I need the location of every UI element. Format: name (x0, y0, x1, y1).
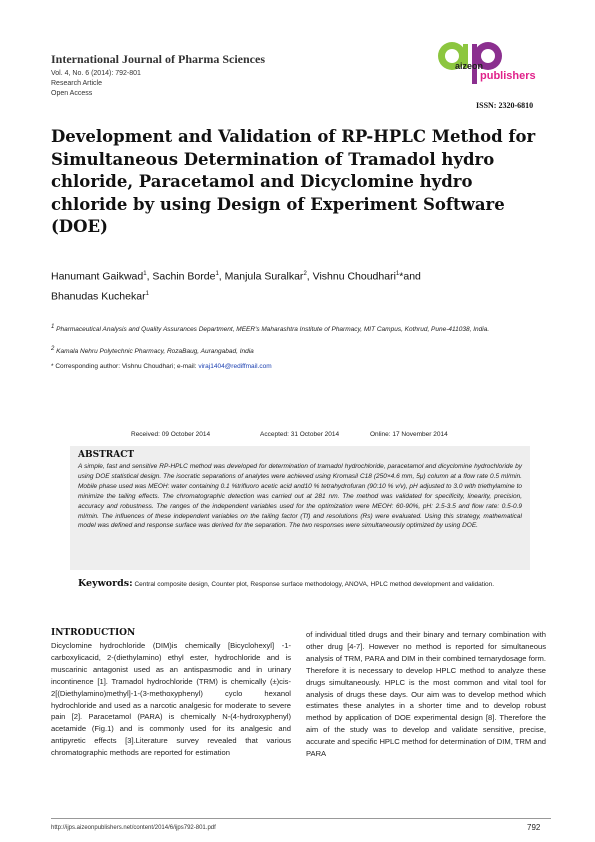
author-name: Vishnu Choudhari (312, 270, 396, 283)
affiliation-mark: 1 (51, 324, 55, 330)
author-affiliation-mark: 1 (395, 271, 400, 277)
affiliation-mark: 2 (51, 346, 55, 352)
author-list (51, 266, 551, 305)
author-name: Manjula Suralkar (224, 270, 304, 283)
affiliation (51, 322, 551, 335)
abstract-heading: ABSTRACT (78, 450, 135, 460)
volume-line: Vol. 4, No. 6 (2014): 792-801 (51, 70, 141, 77)
author-separator: , (218, 270, 225, 283)
author-affiliation-mark: 1 (145, 290, 149, 297)
author-affiliation-mark: 1 (143, 271, 147, 277)
corresponding-label: * Corresponding author: Vishnu Choudhari; e-mail: (51, 363, 199, 370)
author-affiliation-mark: 1 (215, 271, 219, 277)
paper-title: Development and Validation of RP-HPLC Method for Simultaneous Determination of Tramadol hydro chloride, Paracetamol and Dicyclomine hydro chloride by using Design of Experiment Software (DOE) (51, 127, 536, 236)
affiliation-text: Kamala Nehru Polytechnic Pharmacy, RozaBaug, Aurangabad, India (56, 348, 254, 356)
access-type: Open Access (51, 90, 93, 97)
affiliation (51, 344, 551, 357)
author-name: Sachin Borde (152, 270, 216, 283)
issn: ISSN: 2320-6810 (476, 101, 534, 110)
introduction-heading: INTRODUCTION (51, 628, 136, 638)
received-date: Received: 09 October 2014 (131, 431, 211, 438)
page-number: 792 (527, 823, 541, 832)
email-link[interactable]: viraj1404@rediffmail.com (198, 363, 272, 370)
author-separator: , (146, 270, 153, 283)
author-separator: *and (399, 270, 421, 283)
footer-divider (51, 818, 551, 819)
keywords-text: Central composite design, Counter plot, Response surface methodology, ANOVA, HPLC method development and validation. (132, 581, 495, 588)
abstract-body: A simple, fast and sensitive RP-HPLC method was developed for determination of tramadol hydrochloride, paracetamol and dicyclomine hydrochloride by using DOE statistical design. The isocratic separations of analytes were achieved using Kromasil C18 (250×4.6 mm, 5μ) column at a flow rate 0.5 ml/min. Mobile phase used was MEOH: water containing 0.1 %trifluoro acetic acid and10 % tetrahydrofuran (90:10 % v/v), pH adjusted to 3.0 with triethylamine to minimize the tailing effects. The chromatographic detection was carried out at 281 nm. The method was validated for specificity, linearity, precision, accuracy and robustness. The ranges of the independent variables used for the optimization were MEOH: 60-90%, pH: 2.5-3.5 and flow rate: 0.5-0.9 ml/min. The influences of these independent variables on the tailing factor (Tf) and resolutions (Rs) were evaluated. Using this strategy, mathematical model was defined and response surface was derived for the separation. The two responses were simultaneously optimized by using DOE. (78, 463, 522, 530)
publisher-logo (430, 38, 550, 94)
affiliation-text: Pharmaceutical Analysis and Quality Assurances Department, MEER's Maharashtra Institute of Pharmacy, MIT Campus, Kothrud, Pune-411038, India. (56, 326, 490, 334)
introduction-left-column: Dicyclomine hydrochloride (DIM)is chemically [Bicyclohexyl] -1-carboxylicacid, 2-(diethylamino) ethyl ester, hydrochloride and is muscarinic antagonist used as an antispasmodic and in urinary incontinence [1]. Tramadol hydrochloride (TRM) is chemically (±)cis-2[(Diethylamino)methyl]-1-(3-methoxyphenyl) cyclo hexanol hydrochloride and used as a narcotic analgesic for moderate to severe pain [2]. Paracetamol (PARA) is chemically N-(4-hydroxyphenyl) acetamide (Fig.1) and is commonly used for its analgesic and antipyretic effects [3].Literature survey revealed that various chromatographic methods are reported for estimation (51, 641, 291, 758)
author-affiliation-mark: 2 (303, 271, 307, 277)
author-separator: , (306, 270, 313, 283)
corresponding-author (51, 363, 272, 370)
online-date: Online: 17 November 2014 (370, 431, 448, 438)
keywords-label: Keywords: (78, 578, 133, 589)
logo-word-1: aizeon (455, 61, 484, 71)
introduction-right-column: of individual titled drugs and their binary and ternary combination with other drug [4-7]. However no method is reported for simultaneous analysis of TRM, PARA and DIM in their combined ternarydosage form. Therefore it is necessary to develop HPLC method to analyze these drugs simultaneously. HPLC is the most common and vital tool for analysis of drugs these days. Our aim was to develop method which estimates these analytes in a shorter time and to develop robust method by application of DOE experimental design [8]. Therefore the aim of the study was to develop and validate sensitive, precise, accurate and specific HPLC method for determination of DIM, TRM and PARA (306, 630, 547, 759)
logo-word-2: publishers (480, 70, 536, 82)
author-name: Hanumant Gaikwad (51, 270, 144, 283)
accepted-date: Accepted: 31 October 2014 (260, 431, 340, 438)
author-name: Bhanudas Kuchekar (51, 290, 146, 302)
keywords (78, 579, 522, 590)
journal-name: International Journal of Pharma Sciences (51, 52, 265, 66)
article-type: Research Article (51, 80, 102, 87)
footer-url[interactable]: http://ijps.aizeonpublishers.net/content/2014/6/ijps792-801.pdf (51, 825, 216, 831)
